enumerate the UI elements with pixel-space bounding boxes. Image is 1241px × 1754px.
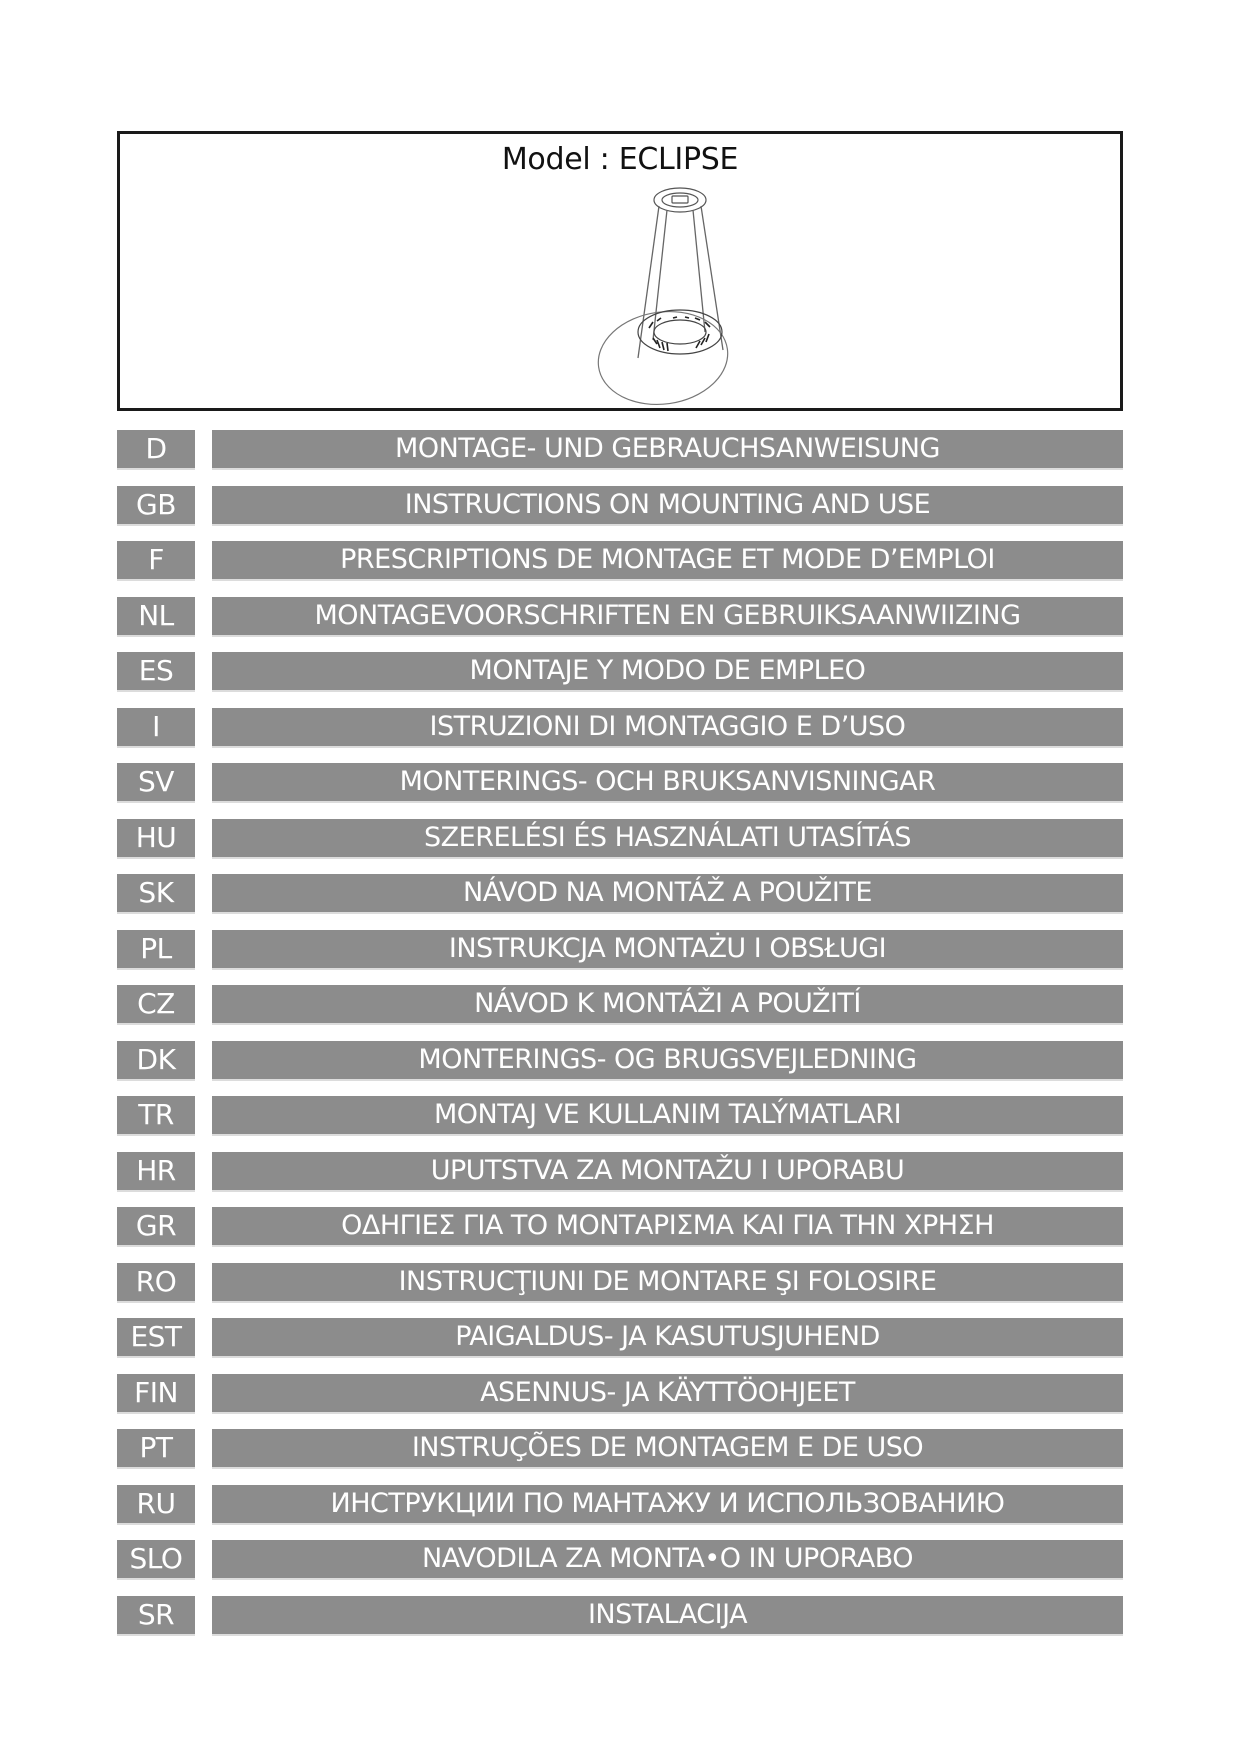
language-code: GR — [117, 1207, 195, 1245]
language-list — [117, 430, 1123, 1651]
language-title: NÁVOD K MONTÁŽI A POUŽITÍ — [212, 985, 1123, 1023]
language-code: PL — [117, 930, 195, 968]
language-code: I — [117, 708, 195, 746]
ceiling-canopy — [654, 188, 706, 212]
language-title: SZERELÉSI ÉS HASZNÁLATI UTASÍTÁS — [212, 819, 1123, 857]
language-title: UPUTSTVA ZA MONTAŽU I UPORABU — [212, 1152, 1123, 1190]
language-row — [117, 1429, 1123, 1485]
language-row — [117, 985, 1123, 1041]
language-title: PRESCRIPTIONS DE MONTAGE ET MODE D’EMPLOI — [212, 541, 1123, 579]
language-row — [117, 1540, 1123, 1596]
model-header-box — [117, 131, 1123, 411]
language-code: EST — [117, 1318, 195, 1356]
language-code: GB — [117, 486, 195, 524]
language-row — [117, 874, 1123, 930]
lamp-disc — [592, 303, 734, 407]
language-row — [117, 763, 1123, 819]
language-code: D — [117, 430, 195, 468]
language-row — [117, 1596, 1123, 1652]
language-row — [117, 541, 1123, 597]
language-title: PAIGALDUS- JA KASUTUSJUHEND — [212, 1318, 1123, 1356]
language-title: ISTRUZIONI DI MONTAGGIO E D’USO — [212, 708, 1123, 746]
led-array — [649, 317, 710, 351]
language-title: MONTERINGS- OCH BRUKSANVISNINGAR — [212, 763, 1123, 801]
language-code: SR — [117, 1596, 195, 1634]
language-row — [117, 1485, 1123, 1541]
language-title: MONTERINGS- OG BRUGSVEJLEDNING — [212, 1041, 1123, 1079]
language-title: INSTALACIJA — [212, 1596, 1123, 1634]
language-row — [117, 1207, 1123, 1263]
language-row — [117, 652, 1123, 708]
pendant-lamp-illustration — [545, 182, 815, 407]
language-code: SV — [117, 763, 195, 801]
language-code: DK — [117, 1041, 195, 1079]
language-code: SLO — [117, 1540, 195, 1578]
language-row — [117, 1041, 1123, 1097]
language-title: ASENNUS- JA KÄYTTÖOHJEET — [212, 1374, 1123, 1412]
language-row — [117, 486, 1123, 542]
language-row — [117, 819, 1123, 875]
language-title: INSTRUCŢIUNI DE MONTARE ŞI FOLOSIRE — [212, 1263, 1123, 1301]
language-title: NAVODILA ZA MONTA•O IN UPORABO — [212, 1540, 1123, 1578]
language-code: RU — [117, 1485, 195, 1523]
language-code: FIN — [117, 1374, 195, 1412]
language-title: ИНСТРУКЦИИ ПО МАНТАЖУ И ИСПОЛЬЗОВАНИЮ — [212, 1485, 1123, 1523]
language-row — [117, 1152, 1123, 1208]
language-row — [117, 1318, 1123, 1374]
language-code: NL — [117, 597, 195, 635]
language-title: INSTRUÇÕES DE MONTAGEM E DE USO — [212, 1429, 1123, 1467]
language-code: RO — [117, 1263, 195, 1301]
language-code: HR — [117, 1152, 195, 1190]
language-code: CZ — [117, 985, 195, 1023]
language-code: SK — [117, 874, 195, 912]
language-title: NÁVOD NA MONTÁŽ A POUŽITE — [212, 874, 1123, 912]
model-title: Model : ECLIPSE — [501, 142, 739, 177]
suspension-cables — [638, 206, 723, 358]
lamp-ring — [638, 310, 722, 354]
language-row — [117, 930, 1123, 986]
language-title: MONTAJ VE KULLANIM TALÝMATLARI — [212, 1096, 1123, 1134]
language-title: INSTRUCTIONS ON MOUNTING AND USE — [212, 486, 1123, 524]
language-code: HU — [117, 819, 195, 857]
language-title: INSTRUKCJA MONTAŻU I OBSŁUGI — [212, 930, 1123, 968]
language-row — [117, 597, 1123, 653]
language-title: MONTAGEVOORSCHRIFTEN EN GEBRUIKSAANWIIZING — [212, 597, 1123, 635]
language-row — [117, 1263, 1123, 1319]
language-row — [117, 1096, 1123, 1152]
language-code: TR — [117, 1096, 195, 1134]
language-code: ES — [117, 652, 195, 690]
language-title: ΟΔΗΓΙΕΣ ΓΙΑ ΤΟ ΜΟΝΤΑΡΙΣΜΑ ΚΑΙ ΓΙΑ ΤΗΝ ΧΡΗΣΗ — [212, 1207, 1123, 1245]
language-row — [117, 430, 1123, 486]
language-title: MONTAGE- UND GEBRAUCHSANWEISUNG — [212, 430, 1123, 468]
language-code: F — [117, 541, 195, 579]
language-code: PT — [117, 1429, 195, 1467]
language-title: MONTAJE Y MODO DE EMPLEO — [212, 652, 1123, 690]
language-row — [117, 708, 1123, 764]
language-row — [117, 1374, 1123, 1430]
